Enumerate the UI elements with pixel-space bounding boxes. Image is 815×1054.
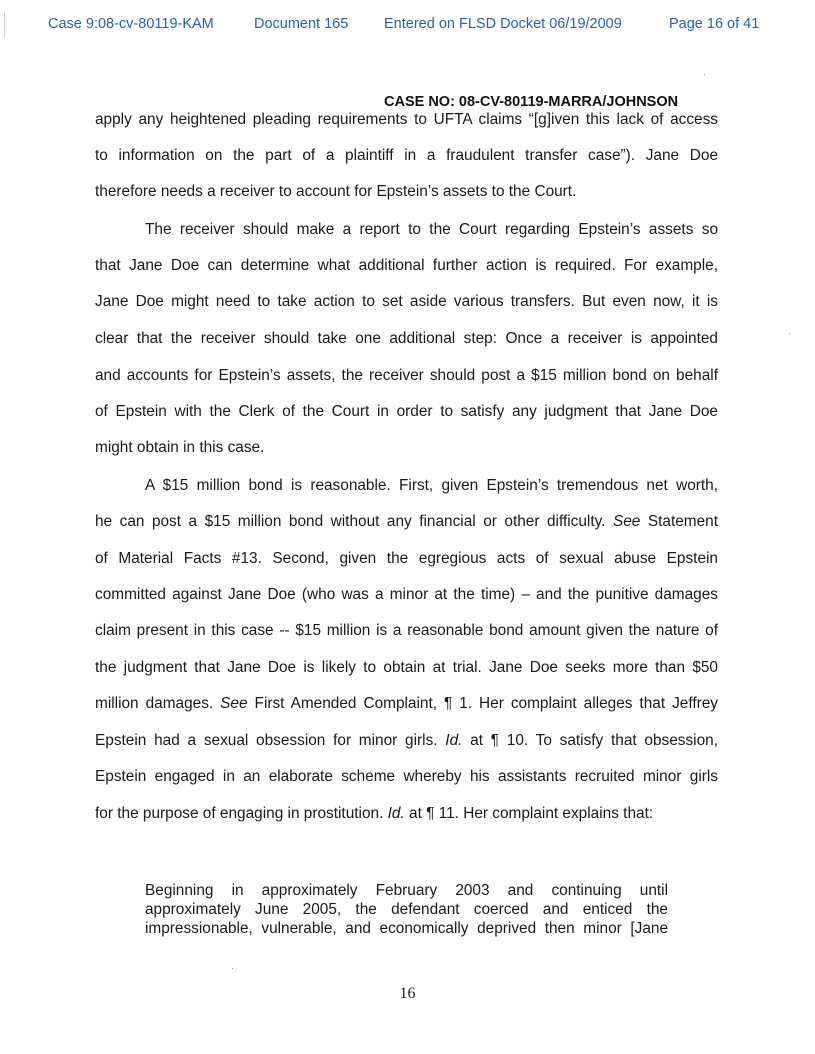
text-run: at ¶ 10. To satisfy that obsession, [462, 732, 718, 749]
text-run: Epstein had a sexual obsession for minor girls. [95, 732, 446, 749]
body-line: apply any heightened pleading requirements to UFTA claims “[g]iven this lack of access [95, 111, 718, 128]
docket-header [0, 16, 815, 38]
text-run: million damages. [95, 695, 221, 712]
body-line: The receiver should make a report to the Court regarding Epstein’s assets so [145, 221, 718, 238]
body-line: Jane Doe might need to take action to set aside various transfers. But even now, it is [95, 293, 718, 310]
citation-signal: See [612, 513, 641, 530]
text-run: he can post a $15 million bond without any financial or other difficulty. [95, 513, 613, 530]
quote-line: Beginning in approximately February 2003 and continuing until [145, 882, 668, 899]
body-line: committed against Jane Doe (who was a minor at the time) – and the punitive damages [95, 586, 718, 603]
header-entered-date: Entered on FLSD Docket 06/19/2009 [384, 16, 622, 32]
body-line: clear that the receiver should take one additional step: Once a receiver is appointed [95, 330, 718, 347]
text-run: for the purpose of engaging in prostitution. [95, 805, 388, 822]
body-line: that Jane Doe can determine what additional further action is required. For example, [95, 257, 718, 274]
body-line [95, 804, 653, 824]
header-page-count: Page 16 of 41 [669, 16, 760, 32]
body-line: the judgment that Jane Doe is likely to obtain at trial. Jane Doe seeks more than $50 [95, 659, 718, 676]
body-line: A $15 million bond is reasonable. First, given Epstein’s tremendous net worth, [145, 477, 718, 494]
body-line: and accounts for Epstein’s assets, the receiver should post a $15 million bond on behalf [95, 367, 718, 384]
body-line [95, 512, 718, 532]
header-case-number: Case 9:08-cv-80119-KAM [48, 16, 214, 32]
body-line: therefore needs a receiver to account for Epstein’s assets to the Court. [95, 183, 577, 200]
text-run: at ¶ 11. Her complaint explains that: [404, 805, 654, 822]
text-run: First Amended Complaint, ¶ 1. Her complaint alleges that Jeffrey [247, 695, 718, 712]
body-line [95, 731, 718, 751]
body-line: to information on the part of a plaintiff in a fraudulent transfer case”). Jane Doe [95, 147, 718, 164]
body-line: claim present in this case -- $15 million is a reasonable bond amount given the nature of [95, 622, 718, 639]
quote-line: impressionable, vulnerable, and economically deprived then minor [Jane [145, 920, 668, 937]
header-document-number: Document 165 [254, 16, 349, 32]
citation-signal: Id. [445, 732, 463, 749]
body-line: Epstein engaged in an elaborate scheme whereby his assistants recruited minor girls [95, 768, 718, 785]
citation-signal: Id. [387, 805, 405, 822]
body-line: might obtain in this case. [95, 439, 265, 456]
body-line [95, 694, 718, 714]
body-line: of Material Facts #13. Second, given the egregious acts of sexual abuse Epstein [95, 550, 718, 567]
case-number-caption: CASE NO: 08-CV-80119-MARRA/JOHNSON [384, 94, 679, 110]
citation-signal: See [220, 695, 248, 712]
body-line: of Epstein with the Clerk of the Court in order to satisfy any judgment that Jane Doe [95, 403, 718, 420]
page-number: 16 [399, 985, 416, 1002]
scan-speck [704, 74, 705, 75]
quote-line: approximately June 2005, the defendant coerced and enticed the [145, 901, 668, 918]
text-run: Statement [640, 513, 719, 530]
scan-speck [789, 333, 790, 334]
scan-speck [232, 968, 233, 969]
